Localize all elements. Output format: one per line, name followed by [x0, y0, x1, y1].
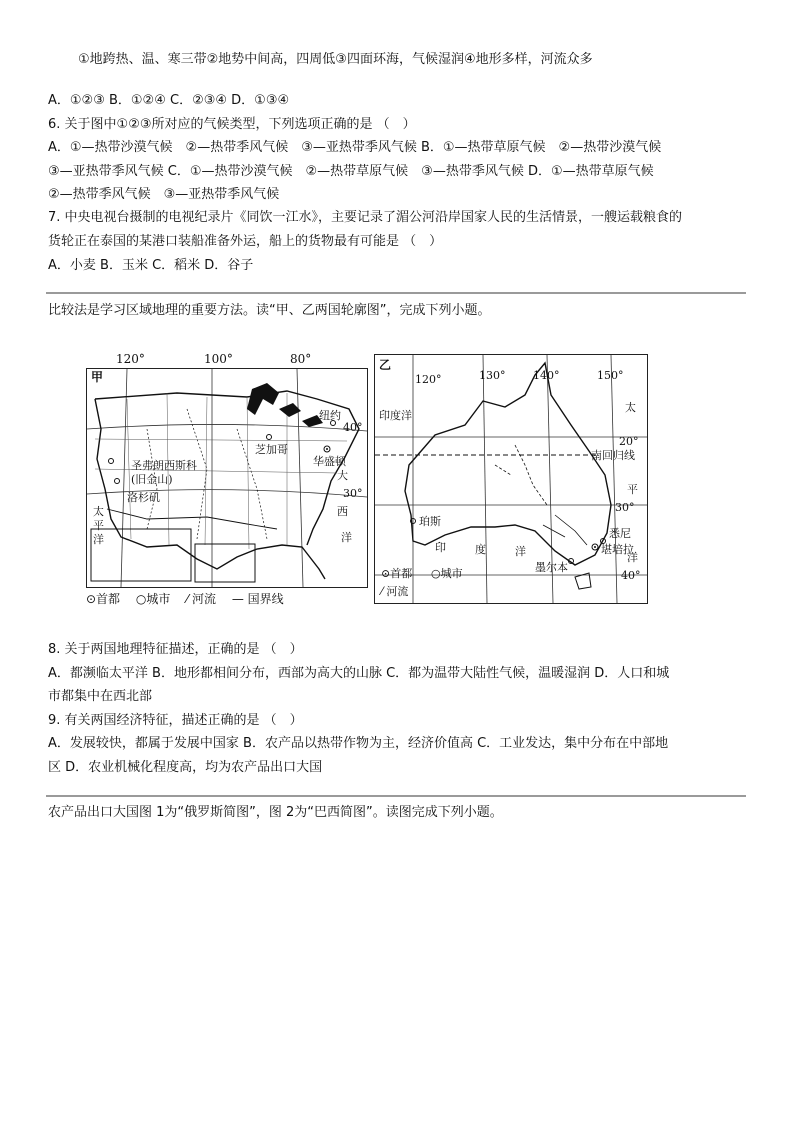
q9-choices-line1: A．发展较快，都属于发展中国家 B．农产品以热带作物为主，经济价值高 C．工业发达，集中分布在中部地 [48, 736, 669, 751]
q9-choices-line2: 区 D．农业机械化程度高，均为农产品出口大国 [48, 760, 323, 775]
legend-aus-capital: ⊙首都 [381, 567, 413, 580]
q8-stem: 8. 关于两国地理特征描述，正确的是 （ ） [48, 642, 303, 657]
indian-south-char-3: 洋 [515, 545, 526, 558]
lon-label-80: 80° [290, 352, 312, 366]
lat-label-aus-20: 20° [619, 435, 639, 448]
lon-label-120: 120° [116, 352, 145, 366]
q7-stem-line1: 7. 中央电视台摄制的电视纪录片《同饮一江水》，主要记录了湄公河沿岸国家人民的生活情景，一艘运载粮食的 [48, 210, 683, 225]
section-divider-2 [46, 795, 746, 797]
q5-options-statement: ①地跨热、温、寒三带②地势中间高，四周低③四面环海，气候湿润④地形多样，河流众多 [78, 52, 593, 67]
pacific-ocean-char-2: 平 [93, 519, 104, 532]
lon-label-aus-140: 140° [533, 369, 560, 382]
legend-capital: ⊙首都 [86, 592, 121, 606]
lon-label-aus-120: 120° [415, 373, 442, 386]
lat-label-aus-30: 30° [615, 501, 635, 514]
legend-aus-city: ○城市 [431, 567, 463, 580]
lon-label-aus-130: 130° [479, 369, 506, 382]
tropic-label: 南回归线 [591, 449, 635, 462]
map-australia [374, 354, 648, 604]
q6-choices-line3: ②—热带季风气候 ③—亚热带季风气候 [48, 187, 280, 202]
legend-aus-river: ⁄ 河流 [381, 585, 409, 598]
panel-label-yi: 乙 [379, 358, 392, 372]
q9-stem: 9. 有关两国经济特征，描述正确的是 （ ） [48, 713, 303, 728]
section3-intro: 农产品出口大国图 1为“俄罗斯简图”，图 2为“巴西简图”。读图完成下列小题。 [48, 805, 503, 820]
city-melbourne: 墨尔本 [535, 561, 568, 574]
q8-choices-line2: 市都集中在西北部 [48, 689, 153, 704]
pacific-aus-char-1: 太 [625, 401, 636, 414]
legend-border: — 国界线 [231, 592, 284, 606]
map-usa-legend [86, 590, 366, 607]
lat-label-aus-40: 40° [621, 569, 641, 582]
lat-label-30: 30° [343, 487, 363, 500]
atlantic-ocean-char-3: 洋 [341, 531, 352, 544]
city-canberra: 堪培拉 [601, 543, 634, 556]
indian-ocean-west: 印度洋 [379, 409, 412, 422]
atlantic-ocean-char-2: 西 [337, 505, 348, 518]
lon-label-100: 100° [204, 352, 233, 366]
lon-label-aus-150: 150° [597, 369, 624, 382]
atlantic-ocean-char-1: 大 [337, 469, 348, 482]
pacific-aus-char-2: 平 [627, 483, 638, 496]
pacific-ocean-char-3: 洋 [93, 533, 104, 546]
city-chicago: 芝加哥 [255, 443, 288, 456]
pacific-aus-char-3: 洋 [627, 551, 638, 564]
q6-stem: 6. 关于图中①②③所对应的气候类型，下列选项正确的是 （ ） [48, 117, 416, 132]
pacific-ocean-char-1: 太 [93, 505, 104, 518]
city-san-francisco: 圣弗朗西斯科 [131, 459, 197, 472]
q6-choices-line1: A．①—热带沙漠气候 ②—热带季风气候 ③—亚热带季风气候 B．①—热带草原气候 ②—热带沙漠气候 [48, 140, 662, 155]
city-sydney: 悉尼 [609, 527, 631, 540]
panel-label-jia: 甲 [91, 370, 104, 384]
section2-intro: 比较法是学习区域地理的重要方法。读“甲、乙两国轮廓图”，完成下列小题。 [48, 303, 491, 318]
q5-choices: A．①②③ B．①②④ C．②③④ D．①③④ [48, 93, 290, 108]
indian-south-char-1: 印 [435, 541, 446, 554]
city-washington: 华盛顿 [313, 455, 346, 468]
map-usa-lon-labels [110, 352, 340, 368]
legend-city: ○城市 [135, 592, 171, 606]
city-san-francisco-old-name: (旧金山) [131, 473, 173, 486]
q7-stem-line2: 货轮正在泰国的某港口装船准备外运，船上的货物最有可能是 （ ） [48, 234, 443, 249]
q7-choices: A．小麦 B．玉米 C．稻米 D．谷子 [48, 258, 254, 273]
q8-choices-line1: A．都濒临太平洋 B．地形都相间分布，西部为高大的山脉 C．都为温带大陆性气候，温暖湿润 D．人口和城 [48, 666, 670, 681]
map-usa [86, 368, 368, 588]
city-los-angeles: 洛杉矶 [127, 491, 160, 504]
indian-south-char-2: 度 [475, 543, 486, 556]
legend-river: ⁄ 河流 [186, 592, 217, 606]
section-divider [46, 292, 746, 294]
city-perth: 珀斯 [419, 515, 441, 528]
lat-label-40: 40° [343, 421, 363, 434]
q6-choices-line2: ③—亚热带季风气候 C．①—热带沙漠气候 ②—热带草原气候 ③—热带季风气候 D．①—热带草原气候 [48, 164, 654, 179]
city-new-york: 纽约 [319, 409, 341, 422]
